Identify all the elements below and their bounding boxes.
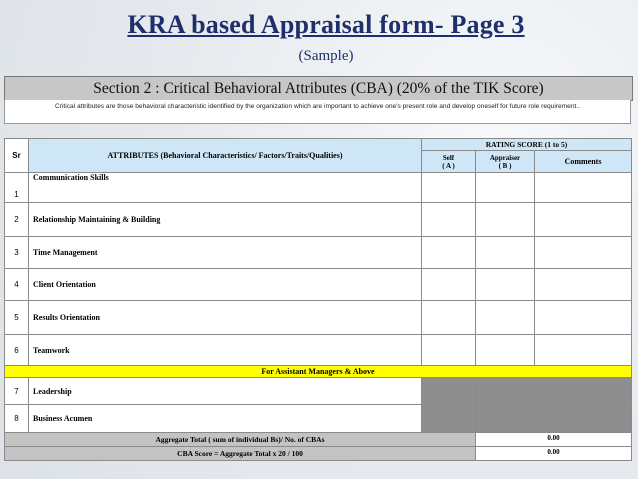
row-sr: 3 [5, 237, 29, 269]
comments-input[interactable] [535, 301, 632, 335]
row-attribute: Leadership [29, 378, 422, 405]
appraiser-score-input[interactable] [476, 335, 535, 366]
self-score-input[interactable] [422, 301, 476, 335]
comments-disabled [535, 405, 632, 433]
header-self [422, 151, 476, 173]
appraiser-score-input[interactable] [476, 269, 535, 301]
comments-input[interactable] [535, 335, 632, 366]
page-subtitle: (Sample) [298, 48, 354, 64]
row-sr: 6 [5, 335, 29, 366]
appraiser-score-input[interactable] [476, 203, 535, 237]
header-rating-score: RATING SCORE (1 to 5) [422, 139, 632, 151]
header-self-label: Self [442, 153, 455, 162]
self-score-disabled [422, 378, 476, 405]
aggregate-value: 0.00 [476, 433, 632, 447]
self-score-disabled [422, 405, 476, 433]
section-title: Section 2 : Critical Behavioral Attributes (CBA) (20% of the TIK Score) [4, 76, 633, 101]
row-sr: 1 [5, 173, 29, 203]
cba-score-value: 0.00 [476, 447, 632, 461]
self-score-input[interactable] [422, 237, 476, 269]
header-sr: Sr [5, 139, 29, 173]
comments-input[interactable] [535, 237, 632, 269]
header-comments: Comments [535, 151, 632, 173]
header-attributes: ATTRIBUTES (Behavioral Characteristics/ Factors/Traits/Qualities) [29, 139, 422, 173]
comments-input[interactable] [535, 173, 632, 203]
row-attribute: Teamwork [29, 335, 422, 366]
comments-disabled [535, 378, 632, 405]
header-appraiser-sub: ( B ) [498, 161, 512, 170]
cba-table [4, 138, 632, 461]
row-attribute: Client Orientation [29, 269, 422, 301]
row-sr: 7 [5, 378, 29, 405]
row-sr: 8 [5, 405, 29, 433]
cba-score-label: CBA Score = Aggregate Total x 20 / 100 [5, 447, 476, 461]
table-row [5, 335, 632, 366]
table-row [5, 269, 632, 301]
table-row [5, 237, 632, 269]
managers-band-row [5, 366, 632, 378]
section-description: Critical attributes are those behavioral characteristic identified by the organization which are important to achieve one's present role and develop oneself for future role requirement.. [4, 100, 631, 124]
appraiser-score-input[interactable] [476, 301, 535, 335]
row-sr: 5 [5, 301, 29, 335]
appraiser-score-disabled [476, 405, 535, 433]
row-attribute: Results Orientation [29, 301, 422, 335]
row-attribute: Relationship Maintaining & Building [29, 203, 422, 237]
table-row [5, 378, 632, 405]
row-sr: 2 [5, 203, 29, 237]
table-row [5, 301, 632, 335]
row-attribute: Business Acumen [29, 405, 422, 433]
self-score-input[interactable] [422, 269, 476, 301]
cba-score-row [5, 447, 632, 461]
self-score-input[interactable] [422, 203, 476, 237]
row-sr: 4 [5, 269, 29, 301]
aggregate-row [5, 433, 632, 447]
header-appraiser [476, 151, 535, 173]
row-attribute: Time Management [29, 237, 422, 269]
self-score-input[interactable] [422, 173, 476, 203]
comments-input[interactable] [535, 269, 632, 301]
aggregate-label: Aggregate Total ( sum of individual Bs)/ No. of CBAs [5, 433, 476, 447]
header-appraiser-label: Appraiser [489, 153, 521, 162]
header-self-sub: ( A ) [442, 161, 455, 170]
appraiser-score-input[interactable] [476, 173, 535, 203]
row-attribute: Communication Skills [29, 173, 422, 203]
table-row [5, 405, 632, 433]
appraiser-score-disabled [476, 378, 535, 405]
managers-band-label: For Assistant Managers & Above [5, 366, 632, 378]
comments-input[interactable] [535, 203, 632, 237]
appraiser-score-input[interactable] [476, 237, 535, 269]
page-title: KRA based Appraisal form- Page 3 [127, 10, 525, 39]
self-score-input[interactable] [422, 335, 476, 366]
table-row [5, 203, 632, 237]
table-row [5, 173, 632, 203]
